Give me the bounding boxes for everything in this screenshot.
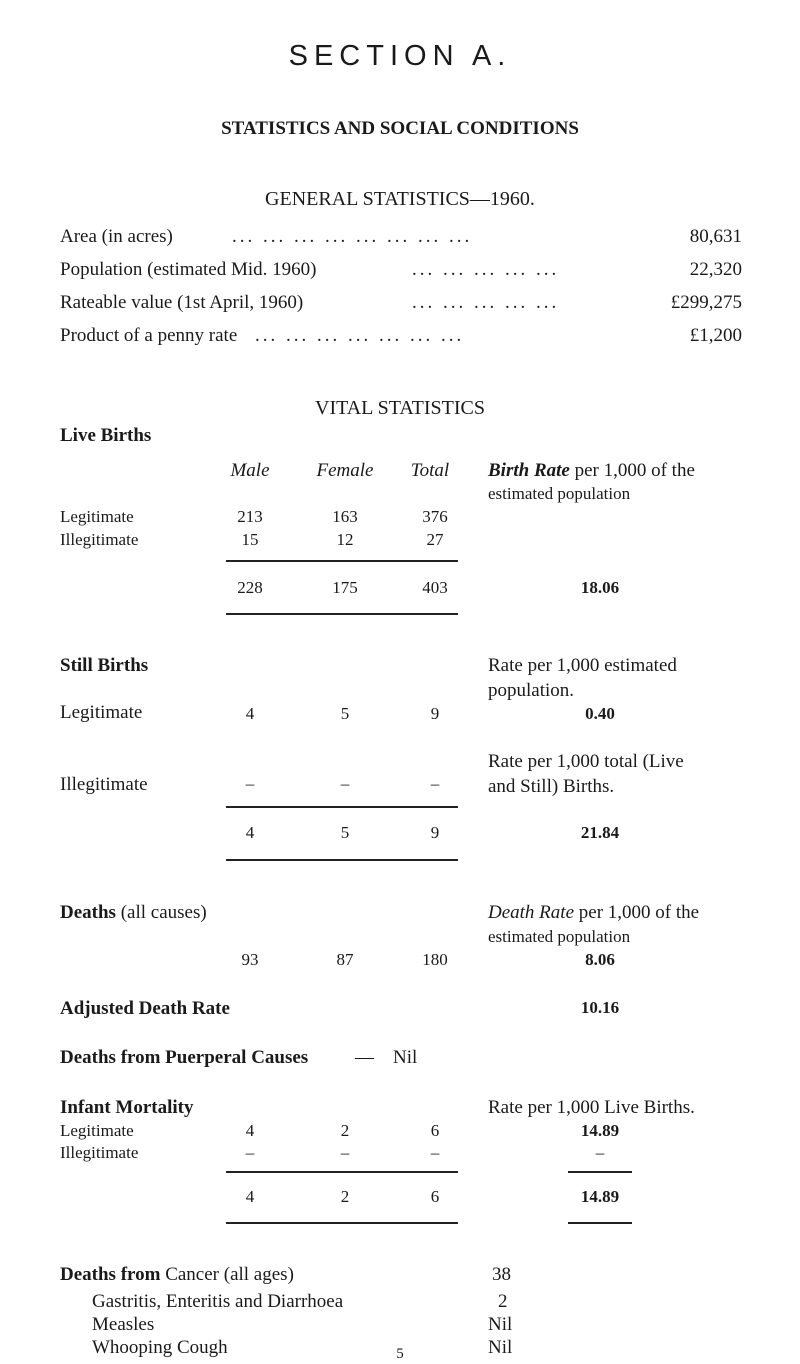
death-rate-em: Death Rate [488, 902, 575, 923]
cancer-heading-bold: Deaths from [60, 1264, 161, 1285]
cell-male: – [245, 1143, 255, 1162]
row-label: Illegitimate [60, 530, 139, 549]
divider [226, 806, 458, 808]
divider [226, 859, 458, 861]
birth-rate-label [488, 460, 695, 482]
total-male: 228 [237, 578, 263, 597]
page-number: 5 [396, 1346, 404, 1362]
general-value: £1,200 [689, 325, 742, 346]
still-rate1-value: 0.40 [585, 704, 615, 723]
cause-value: Nil [488, 1314, 513, 1335]
cell-male: 213 [237, 507, 263, 526]
leader-dots: ... ... ... ... ... ... ... ... [232, 226, 473, 247]
still-rate2-label: Rate per 1,000 total (Live [488, 751, 684, 772]
cell-male: 4 [245, 1121, 255, 1140]
divider [568, 1222, 632, 1224]
general-value: 80,631 [689, 226, 742, 247]
row-label: Legitimate [60, 507, 134, 526]
row-label: Legitimate [60, 702, 143, 723]
cell-male: – [245, 774, 255, 793]
puerperal-dash: — [355, 1047, 374, 1068]
vital-statistics-heading: VITAL STATISTICS [315, 397, 485, 419]
cause-label: Measles [92, 1314, 155, 1335]
adjusted-death-rate-value: 10.16 [580, 998, 620, 1017]
cell-total: 376 [422, 507, 448, 526]
death-rate-label [488, 902, 699, 924]
row-label: Illegitimate [60, 774, 148, 795]
leader-dots: ... ... ... ... ... [412, 292, 560, 313]
total-female: 175 [332, 578, 358, 597]
live-births-heading: Live Births [60, 425, 152, 446]
cell-total: – [430, 774, 440, 793]
total-female: 2 [340, 1187, 350, 1206]
cell-total: 9 [430, 704, 440, 723]
puerperal-label: Deaths from Puerperal Causes [60, 1047, 309, 1068]
total-total: 6 [430, 1187, 440, 1206]
total-total: 9 [430, 823, 440, 842]
still-rate1-label-line2: population. [488, 680, 575, 701]
total-rate: 14.89 [580, 1187, 620, 1206]
cause-label: Whooping Cough [92, 1337, 228, 1358]
cell-rate: 14.89 [580, 1121, 620, 1140]
divider [226, 560, 458, 562]
document-title: STATISTICS AND SOCIAL CONDITIONS [221, 118, 579, 139]
cell-total: 27 [426, 530, 444, 549]
cell-male: 15 [241, 530, 259, 549]
death-rate-value: 8.06 [585, 950, 615, 969]
total-total: 403 [422, 578, 448, 597]
death-rate-label-line2: estimated population [488, 927, 631, 946]
deaths-female: 87 [336, 950, 354, 969]
cell-female: 163 [332, 507, 358, 526]
deaths-total: 180 [422, 950, 448, 969]
cancer-value: 38 [492, 1264, 511, 1285]
cause-label: Gastritis, Enteritis and Diarrhoea [92, 1291, 344, 1312]
total-male: 4 [245, 823, 255, 842]
divider [226, 613, 458, 615]
deaths-male: 93 [241, 950, 259, 969]
death-rate-rest: per 1,000 of the [578, 902, 700, 923]
deaths-heading-bold: Deaths [60, 902, 116, 923]
still-rate2-label-line2: and Still) Births. [488, 776, 615, 797]
still-rate2-value: 21.84 [580, 823, 620, 842]
adjusted-death-rate-label: Adjusted Death Rate [60, 998, 230, 1019]
cause-value: Nil [488, 1337, 513, 1358]
general-label: Population (estimated Mid. 1960) [60, 259, 317, 280]
document-subtitle: GENERAL STATISTICS—1960. [265, 188, 535, 210]
cell-total: – [430, 1143, 440, 1162]
birth-rate-label-line2: estimated population [488, 484, 631, 503]
cause-value: 2 [498, 1291, 508, 1312]
col-female: Female [316, 460, 374, 481]
birth-rate-rest: per 1,000 of the [574, 460, 695, 481]
leader-dots: ... ... ... ... ... [412, 259, 560, 280]
cell-rate: – [595, 1143, 605, 1162]
infant-rate-label: Rate per 1,000 Live Births. [488, 1097, 695, 1118]
general-label: Product of a penny rate [60, 325, 238, 346]
deaths-heading-rest: (all causes) [120, 902, 207, 923]
still-births-heading: Still Births [60, 655, 149, 676]
cancer-heading-rest: Cancer (all ages) [165, 1264, 294, 1285]
col-male: Male [230, 460, 270, 481]
leader-dots: ... ... ... ... ... ... ... [255, 325, 465, 346]
general-value: £299,275 [670, 292, 742, 313]
infant-mortality-heading: Infant Mortality [60, 1097, 194, 1118]
cell-female: 12 [336, 530, 354, 549]
cell-female: 2 [340, 1121, 350, 1140]
total-female: 5 [340, 823, 350, 842]
row-label: Legitimate [60, 1121, 134, 1140]
cell-female: 5 [340, 704, 350, 723]
divider [226, 1171, 458, 1173]
cell-male: 4 [245, 704, 255, 723]
general-label: Area (in acres) [60, 226, 173, 247]
cell-female: – [340, 1143, 350, 1162]
row-label: Illegitimate [60, 1143, 139, 1162]
cell-total: 6 [430, 1121, 440, 1140]
deaths-heading [60, 902, 207, 924]
divider [568, 1171, 632, 1173]
cancer-heading [60, 1264, 294, 1286]
cell-female: – [340, 774, 350, 793]
puerperal-value: Nil [393, 1047, 418, 1068]
total-male: 4 [245, 1187, 255, 1206]
divider [226, 1222, 458, 1224]
section-heading: SECTION A. [288, 40, 512, 72]
general-value: 22,320 [689, 259, 742, 280]
col-total: Total [410, 460, 450, 481]
still-rate1-label: Rate per 1,000 estimated [488, 655, 677, 676]
birth-rate-em: Birth Rate [488, 460, 570, 481]
general-label: Rateable value (1st April, 1960) [60, 292, 304, 313]
birth-rate-value: 18.06 [580, 578, 620, 597]
